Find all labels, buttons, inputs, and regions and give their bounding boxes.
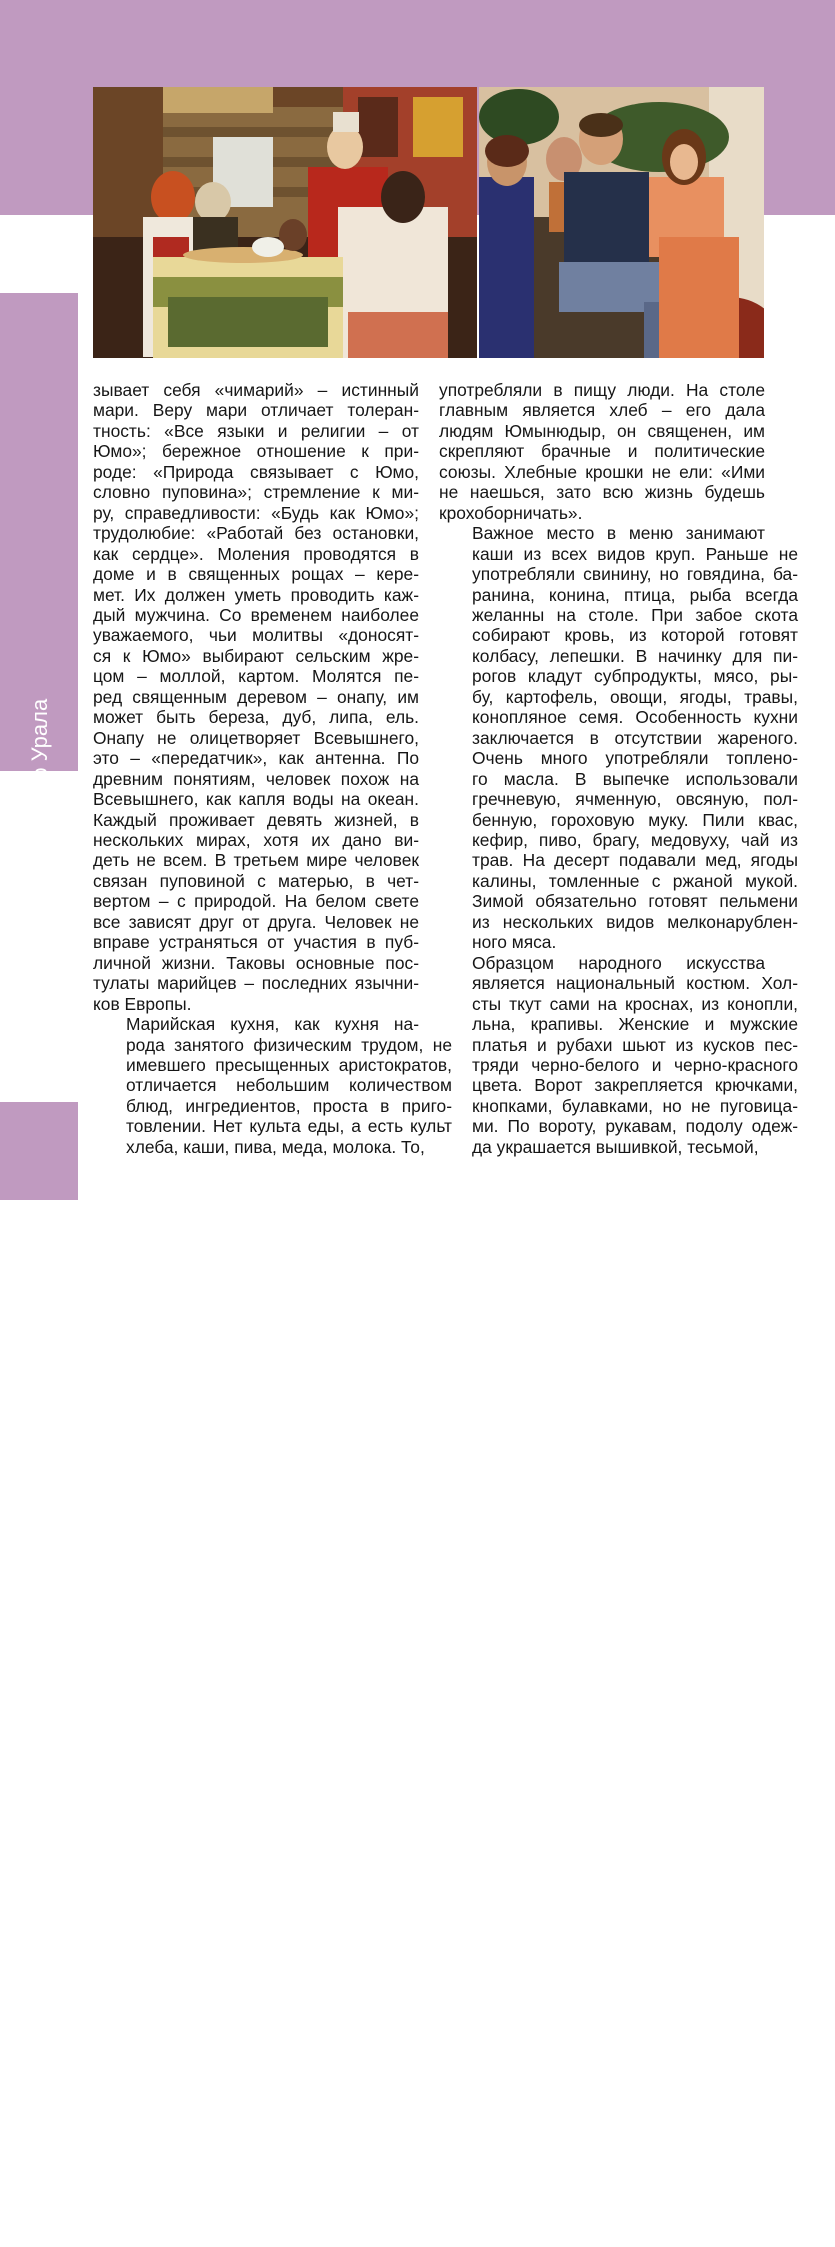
text-line: является национальный костюм. Хол- xyxy=(472,973,798,994)
paragraph xyxy=(439,523,798,953)
text-line: товлении. Нет культа еды, а есть культ xyxy=(126,1116,452,1137)
text-line: рода занятого физическим трудом, не xyxy=(126,1034,452,1055)
text-line: вертом – с природой. На белом свете xyxy=(93,891,419,912)
text-line: бенную, гороховую муку. Пили квас, xyxy=(472,809,798,830)
text-line: Важное место в меню занимают xyxy=(472,523,765,544)
text-line: конопляное семя. Особенность кухни xyxy=(472,707,798,728)
text-line: уважаемого, чьи молитвы «доносят- xyxy=(93,625,419,646)
text-column-right xyxy=(439,380,798,1157)
text-line: рогов кладут субпродукты, мясо, ры- xyxy=(472,666,798,687)
photo-folk-table xyxy=(93,87,477,358)
section-tab xyxy=(0,293,78,952)
text-line: льна, крапивы. Женские и мужские xyxy=(472,1014,798,1035)
text-line: бу, картофель, овощи, ягоды, травы, xyxy=(472,686,798,707)
text-line: не наешься, зато всю жизнь будешь xyxy=(439,482,765,503)
paragraph xyxy=(93,1014,452,1157)
text-line: главным является хлеб – его дала xyxy=(439,400,765,421)
text-line: Всевышнего, как капля воды на океан. xyxy=(93,789,419,810)
text-line: крохоборничать». xyxy=(439,502,583,523)
text-line: Зимой обязательно готовят пельмени xyxy=(472,891,798,912)
text-line: ми. По вороту, рукавам, подолу одеж- xyxy=(472,1116,798,1137)
text-line: отличается небольшим количеством xyxy=(126,1075,452,1096)
text-column-left xyxy=(93,380,452,1157)
text-line: Образцом народного искусства xyxy=(472,952,765,973)
text-line: словно пуповина»; стремление к ми- xyxy=(93,482,419,503)
text-line: мари. Веру мари отличает толеран- xyxy=(93,400,419,421)
text-line: людям Юмынюдыр, он священен, им xyxy=(439,420,765,441)
text-line: цом – моллой, картом. Молятся пе- xyxy=(93,666,419,687)
text-line: скрепляют брачные и политические xyxy=(439,441,765,462)
text-line: Каждый проживает девять жизней, в xyxy=(93,809,419,830)
text-line: да украшается вышивкой, тесьмой, xyxy=(472,1136,759,1157)
text-line: хлеба, каши, пива, меда, молока. То, xyxy=(126,1136,425,1157)
text-line: калины, томленные с ржаной мукой. xyxy=(472,870,798,891)
text-line: го масла. В выпечке использовали xyxy=(472,768,798,789)
text-line: ся к Юмо» выбирают сельским жре- xyxy=(93,645,419,666)
text-line: употребляли в пищу люди. На столе xyxy=(439,380,765,400)
text-line: кнопками, булавками, но не пуговица- xyxy=(472,1095,798,1116)
page-number-tab xyxy=(0,1102,78,2246)
text-line: личной жизни. Таковы основные пос- xyxy=(93,952,419,973)
text-line: кефир, пиво, брагу, медовуху, чай из xyxy=(472,829,798,850)
text-line: все зависят друг от друга. Человек не xyxy=(93,911,419,932)
text-line: ред священным деревом – онапу, им xyxy=(93,686,419,707)
text-line: ру, справедливости: «Будь как Юмо»; xyxy=(93,502,419,523)
text-line: нескольких мирах, хотя их дано ви- xyxy=(93,829,419,850)
paragraph xyxy=(439,380,765,523)
text-line: мет. Их должен уметь проводить каж- xyxy=(93,584,419,605)
paragraph xyxy=(439,952,798,1158)
text-line: гречневую, ячменную, овсяную, пол- xyxy=(472,789,798,810)
text-line: из нескольких видов мелконарублен- xyxy=(472,911,798,932)
text-line: трав. На десерт подавали мед, ягоды xyxy=(472,850,798,871)
photo-youth-party xyxy=(479,87,764,358)
text-line: тряди черно-белого и черно-красного xyxy=(472,1054,798,1075)
text-line: Очень много употребляли топлено- xyxy=(472,748,798,769)
text-line: ранина, конина, птица, рыба всегда xyxy=(472,584,798,605)
section-title: Народы Среднего Урала xyxy=(27,698,52,952)
text-line: цвета. Ворот закрепляется крючками, xyxy=(472,1075,798,1096)
text-line: платья и рубахи шьют из кусков пес- xyxy=(472,1034,798,1055)
text-line: Марийская кухня, как кухня на- xyxy=(126,1014,419,1035)
text-line: как сердце». Моления проводятся в xyxy=(93,543,419,564)
text-line: собирают кровь, из которой готовят xyxy=(472,625,798,646)
text-line: ного мяса. xyxy=(472,932,557,953)
paragraph xyxy=(93,380,419,1014)
text-line: Онапу не олицетворяет Всевышнего, xyxy=(93,727,419,748)
text-line: желанны на столе. При забое скота xyxy=(472,604,798,625)
text-line: колбасу, лепешки. В начинку для пи- xyxy=(472,645,798,666)
text-line: тулаты марийцев – последних язычни- xyxy=(93,973,419,994)
text-line: связан пуповиной с матерью, в чет- xyxy=(93,870,419,891)
text-line: союзы. Хлебные крошки не ели: «Ими xyxy=(439,461,765,482)
text-line: сты ткут сами на кроснах, из конопли, xyxy=(472,993,798,1014)
text-line: древним понятиям, человек похож на xyxy=(93,768,419,789)
text-line: употребляли свинину, но говядина, ба- xyxy=(472,564,798,585)
page-number: 4 xyxy=(22,2224,34,2246)
text-line: блюд, ингредиентов, проста в приго- xyxy=(126,1095,452,1116)
text-line: дый мужчина. Со временем наиболее xyxy=(93,604,419,625)
photo-youth-party-graphic xyxy=(479,87,764,358)
text-line: тность: «Все языки и религии – от xyxy=(93,420,419,441)
text-line: каши из всех видов круп. Раньше не xyxy=(472,543,798,564)
text-line: Юмо»; бережное отношение к при- xyxy=(93,441,419,462)
text-line: заключается в отсутствии жареного. xyxy=(472,727,798,748)
text-line: зывает себя «чимарий» – истинный xyxy=(93,380,419,400)
text-line: ков Европы. xyxy=(93,993,192,1014)
text-line: доме и в священных рощах – кере- xyxy=(93,564,419,585)
text-line: вправе устраняться от участия в пуб- xyxy=(93,932,419,953)
photo-folk-table-graphic xyxy=(93,87,477,358)
text-line: трудолюбие: «Работай без остановки, xyxy=(93,523,419,544)
text-line: это – «передатчик», как антенна. По xyxy=(93,748,419,769)
text-line: может быть береза, дуб, липа, ель. xyxy=(93,707,419,728)
text-line: роде: «Природа связывает с Юмо, xyxy=(93,461,419,482)
text-line: деть не всем. В третьем мире человек xyxy=(93,850,419,871)
text-line: имевшего пресыщенных аристократов, xyxy=(126,1054,452,1075)
